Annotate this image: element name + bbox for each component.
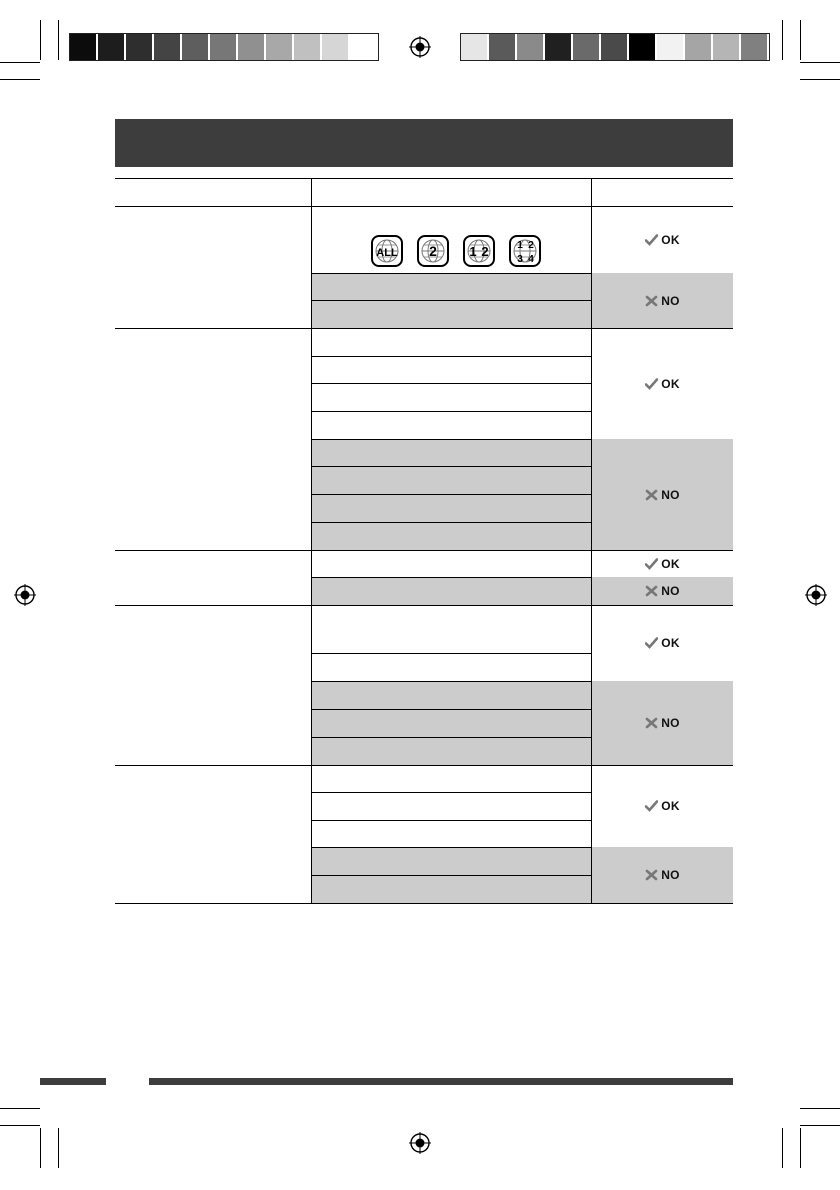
- ok-label: OK: [661, 232, 680, 247]
- no-label: NO: [661, 584, 680, 598]
- ok-label: OK: [661, 376, 680, 391]
- color-swatch: [741, 34, 767, 60]
- check-icon: [645, 558, 658, 570]
- no-mark: [592, 439, 733, 550]
- color-swatch: [126, 34, 152, 60]
- color-swatch: [70, 34, 96, 60]
- column-divider: [311, 178, 312, 904]
- table-rule: [115, 903, 733, 904]
- color-swatch: [98, 34, 124, 60]
- color-swatch: [461, 34, 487, 60]
- region-code-label: ALL: [376, 247, 398, 259]
- table-rule: [311, 383, 591, 384]
- table-rule: [311, 709, 591, 710]
- no-label: NO: [661, 487, 680, 502]
- color-swatch: [210, 34, 236, 60]
- ok-mark: [592, 550, 733, 577]
- color-swatch: [713, 34, 739, 60]
- cross-icon: [645, 295, 658, 307]
- registration-mark-bottom-icon: [409, 1132, 431, 1154]
- ok-mark: [592, 765, 733, 847]
- table-rule: [311, 411, 591, 412]
- cross-icon: [645, 717, 658, 729]
- registration-mark-right-icon: [805, 584, 827, 606]
- section-banner: [115, 119, 733, 167]
- check-icon: [645, 800, 658, 812]
- table-rule: [311, 792, 591, 793]
- color-swatch: [154, 34, 180, 60]
- ok-mark: [592, 206, 733, 273]
- color-swatch: [517, 34, 543, 60]
- color-swatch: [238, 34, 264, 60]
- table-rule: [115, 178, 733, 179]
- region-2-icon: [417, 235, 449, 267]
- color-swatch: [322, 34, 348, 60]
- region-code-label: 4: [528, 254, 534, 265]
- cross-icon: [645, 869, 658, 881]
- table-rule: [311, 653, 591, 654]
- check-icon: [645, 234, 658, 246]
- region-1234-icon: [509, 235, 541, 267]
- check-icon: [645, 637, 658, 649]
- no-mark: [592, 681, 733, 765]
- cross-icon: [645, 489, 658, 501]
- color-swatch: [294, 34, 320, 60]
- check-icon: [645, 378, 658, 390]
- ok-mark: [592, 328, 733, 439]
- cross-icon: [645, 585, 658, 597]
- no-label: NO: [661, 716, 680, 730]
- color-swatch: [685, 34, 711, 60]
- region-code-label: 1: [517, 240, 523, 251]
- no-mark: [592, 577, 733, 605]
- no-mark: [592, 847, 733, 903]
- table-rule: [311, 356, 591, 357]
- table-rule: [311, 466, 591, 467]
- color-swatch: [629, 34, 655, 60]
- ok-label: OK: [661, 556, 680, 571]
- ok-label: OK: [661, 799, 680, 813]
- color-swatch: [573, 34, 599, 60]
- ok-mark: [592, 605, 733, 681]
- registration-mark-top-icon: [409, 36, 431, 58]
- table-rule: [311, 494, 591, 495]
- color-swatch: [182, 34, 208, 60]
- table-rule: [311, 820, 591, 821]
- ok-label: OK: [661, 636, 680, 650]
- color-swatch: [266, 34, 292, 60]
- region-1-2-icon: [463, 235, 495, 267]
- table-rule: [311, 737, 591, 738]
- region-code-label: 2: [528, 240, 534, 251]
- region-code-label: 2: [481, 244, 489, 259]
- no-mark: [592, 273, 733, 328]
- color-swatch: [489, 34, 515, 60]
- table-rule: [311, 300, 591, 301]
- color-swatch: [350, 34, 376, 60]
- no-label: NO: [661, 293, 680, 308]
- color-swatch: [657, 34, 683, 60]
- region-code-label: 2: [429, 243, 437, 259]
- region-code-label: 1: [469, 244, 477, 259]
- region-code-icons: [371, 233, 551, 269]
- compatibility-table: [115, 178, 733, 904]
- color-swatch: [545, 34, 571, 60]
- region-code-label: 3: [517, 254, 523, 265]
- footer-bar-right: [149, 1078, 733, 1085]
- no-label: NO: [661, 868, 680, 882]
- table-rule: [311, 875, 591, 876]
- registration-mark-left-icon: [14, 584, 36, 606]
- color-swatch: [601, 34, 627, 60]
- region-all-icon: [371, 235, 403, 267]
- footer-bar-left: [40, 1078, 106, 1085]
- table-rule: [311, 522, 591, 523]
